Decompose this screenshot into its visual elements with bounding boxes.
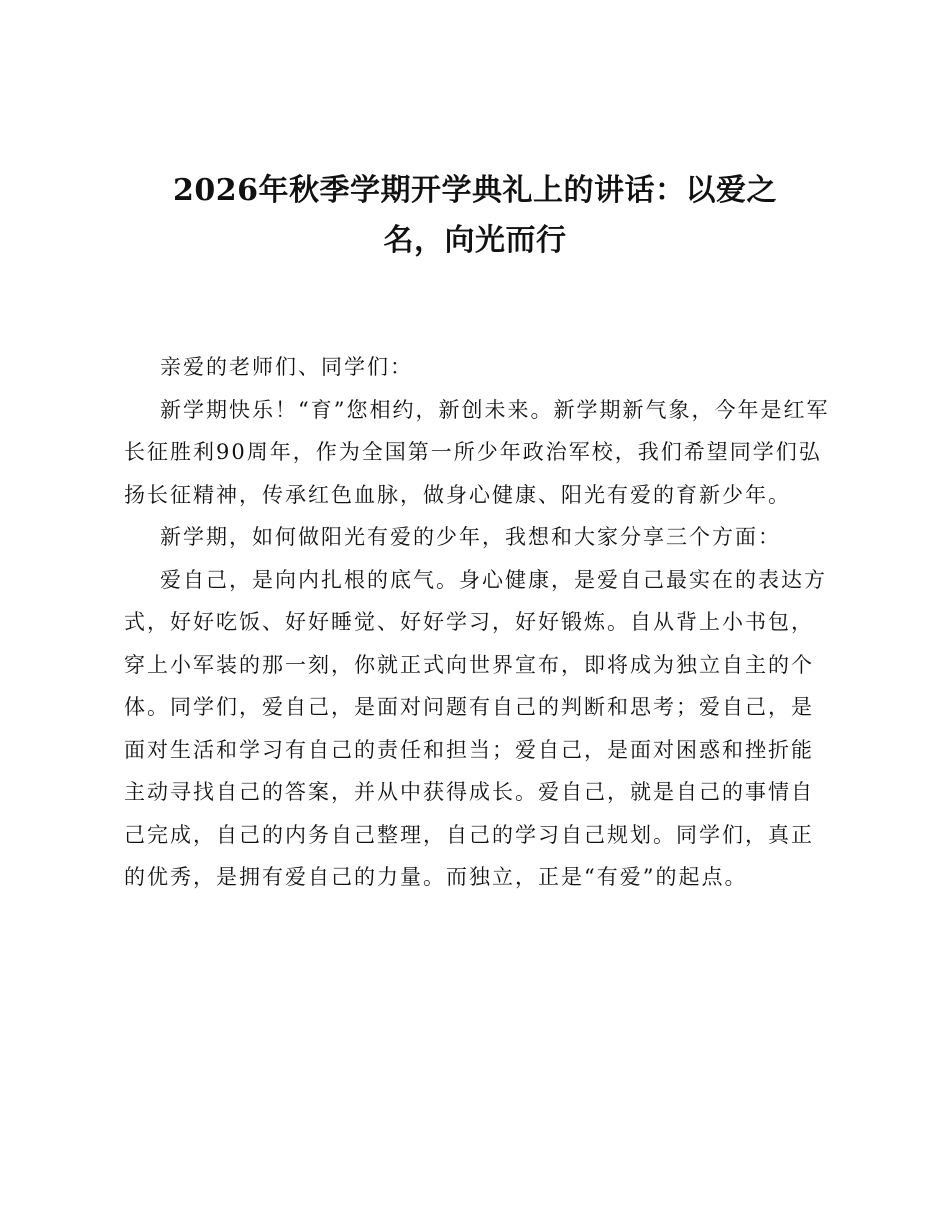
salutation: 亲爱的老师们、同学们： (160, 355, 413, 379)
title-line-1: 2026年秋季学期开学典礼上的讲话：以爱之 (173, 173, 777, 208)
paragraph-greeting: 新学期快乐！“育”您相约，新创未来。新学期新气象，今年是红军长征胜利90周年，作为全国第一所少年政治军校，我们希望同学们弘扬长征精神，传承红色血脉，做身心健康、阳光有爱的育新少年。 (124, 397, 830, 507)
paragraph-love-yourself: 爱自己，是向内扎根的底气。身心健康，是爱自己最实在的表达方式，好好吃饭、好好睡觉、好好学习，好好锻炼。自从背上小书包，穿上小军装的那一刻，你就正式向世界宣布，即将成为独立自主的个体。同学们，爱自己，是面对问题有自己的判断和思考；爱自己，是面对生活和学习有自己的责任和担当；爱自己，是面对困惑和挫折能主动寻找自己的答案，并从中获得成长。爱自己，就是自己的事情自己完成，自己的内务自己整理，自己的学习自己规划。同学们，真正的优秀，是拥有爱自己的力量。而独立，正是“有爱”的起点。 (124, 567, 827, 889)
paragraph-intro: 新学期，如何做阳光有爱的少年，我想和大家分享三个方面： (160, 525, 781, 549)
title-line-2: 名，向光而行 (383, 223, 567, 258)
document-body (124, 346, 830, 899)
document-title (120, 166, 830, 266)
